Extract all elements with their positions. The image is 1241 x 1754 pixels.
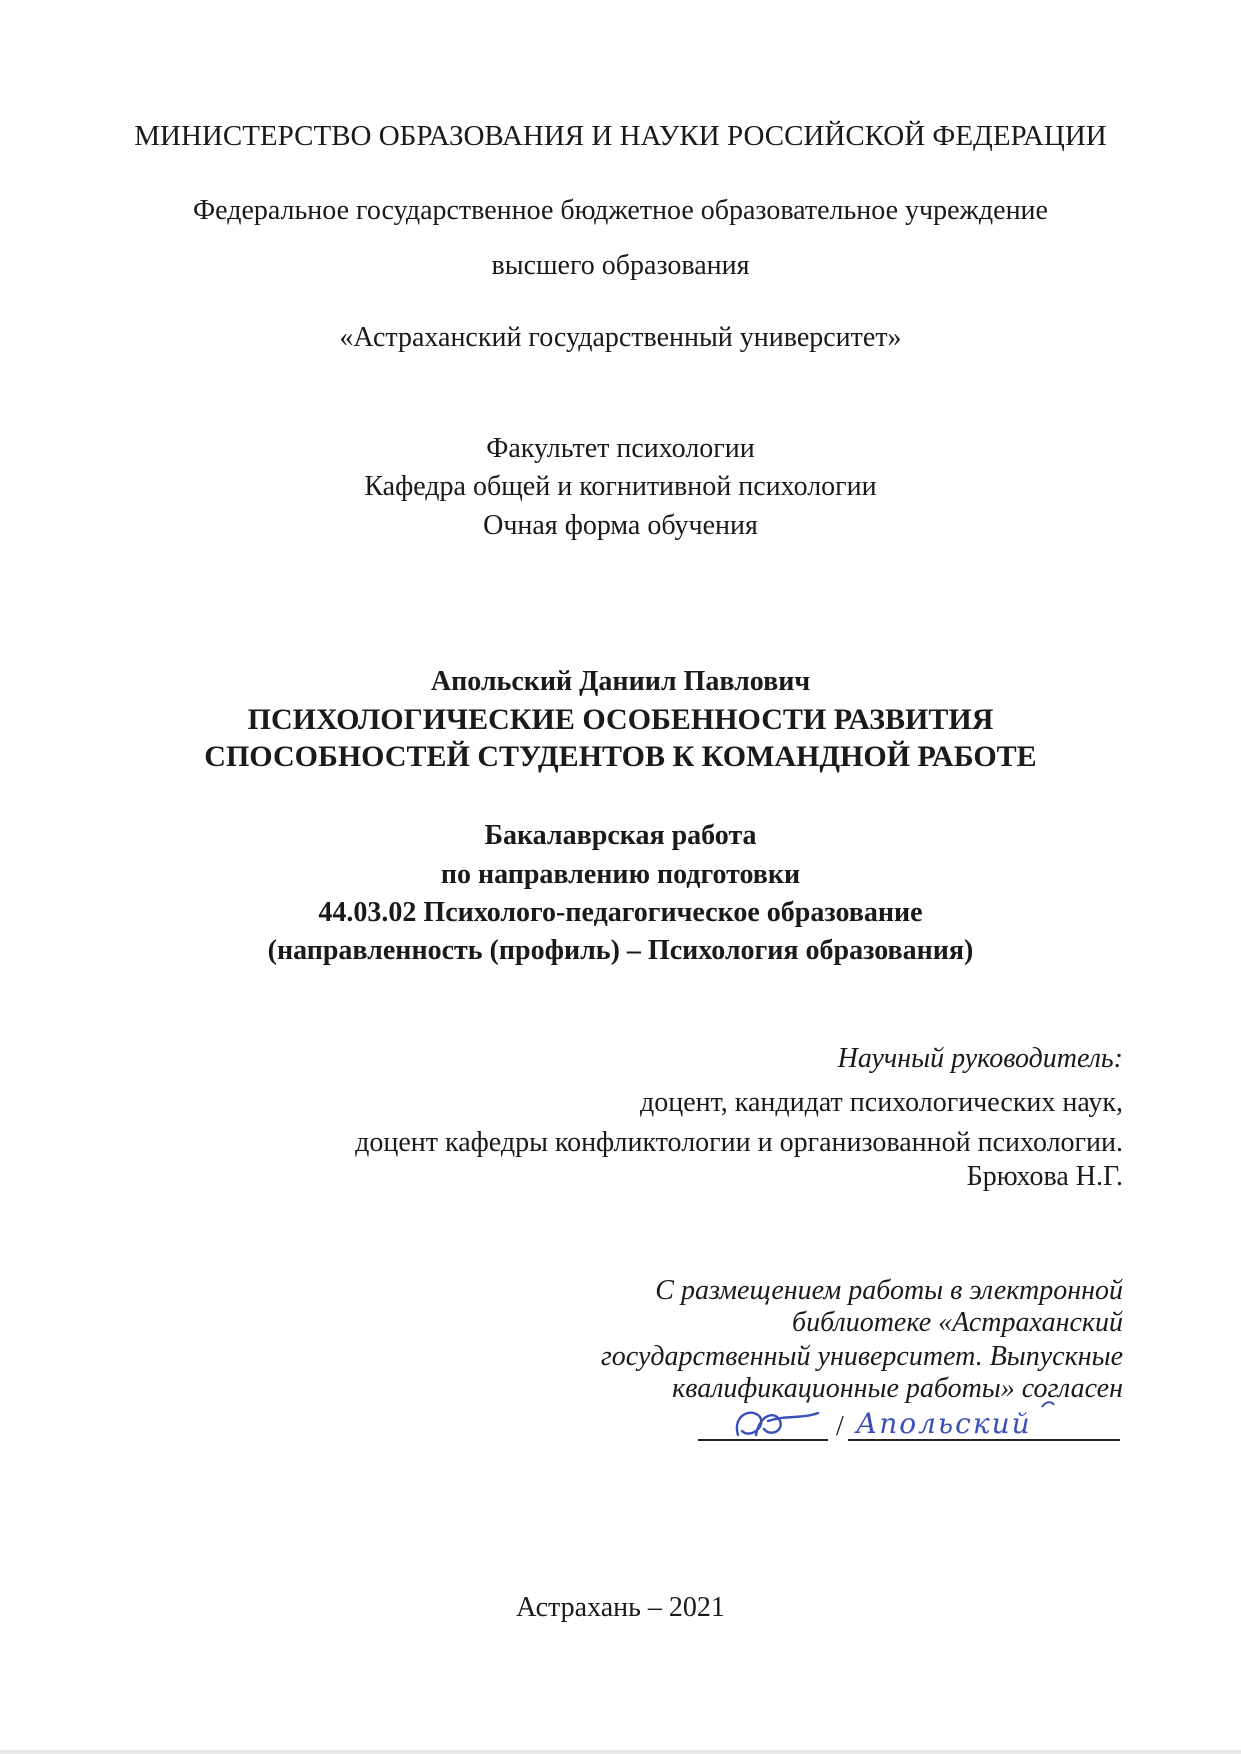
work-type: Бакалаврская работа [484, 820, 757, 851]
handwritten-name: Апольский [856, 1407, 1032, 1440]
consent-line-1: С размещением работы в электронной [655, 1275, 1123, 1306]
supervisor-name: Брюхова Н.Г. [966, 1161, 1123, 1192]
signature-separator: / [836, 1411, 844, 1442]
university-name: «Астраханский государственный университет» [339, 322, 902, 353]
handwritten-signature-icon [737, 1413, 818, 1435]
scan-bottom-edge [0, 1750, 1241, 1754]
institution-line-1: Федеральное государственное бюджетное образовательное учреждение [193, 195, 1048, 226]
direction-label: по направлению подготовки [440, 859, 801, 890]
direction-code: 44.03.02 Психолого-педагогическое образование [318, 897, 923, 928]
ministry-heading: МИНИСТЕРСТВО ОБРАЗОВАНИЯ И НАУКИ РОССИЙСКОЙ ФЕДЕРАЦИИ [134, 120, 1107, 152]
city-year: Астрахань – 2021 [516, 1592, 725, 1623]
supervisor-degree: доцент, кандидат психологических наук, [640, 1087, 1123, 1118]
signature-row [690, 1395, 1130, 1455]
breve-mark-icon [1042, 1402, 1054, 1407]
thesis-title-line-1: ПСИХОЛОГИЧЕСКИЕ ОСОБЕННОСТИ РАЗВИТИЯ [247, 703, 994, 736]
consent-line-3: государственный университет. Выпускные [600, 1341, 1123, 1372]
author-name: Апольский Даниил Павлович [430, 666, 811, 697]
study-form: Очная форма обучения [483, 510, 758, 541]
consent-line-2: библиотеке «Астраханский [792, 1307, 1123, 1338]
supervisor-position: доцент кафедры конфликтологии и организованной психологии. [355, 1127, 1123, 1158]
consent-line-4: квалификационные работы» согласен [672, 1373, 1123, 1404]
supervisor-label: Научный руководитель: [837, 1043, 1123, 1074]
faculty-name: Факультет психологии [486, 433, 755, 464]
profile: (направленность (профиль) – Психология образования) [267, 935, 974, 966]
department-name: Кафедра общей и когнитивной психологии [364, 471, 877, 502]
institution-line-2: высшего образования [491, 250, 750, 281]
thesis-title-line-2: СПОСОБНОСТЕЙ СТУДЕНТОВ К КОМАНДНОЙ РАБОТЕ [204, 740, 1037, 773]
